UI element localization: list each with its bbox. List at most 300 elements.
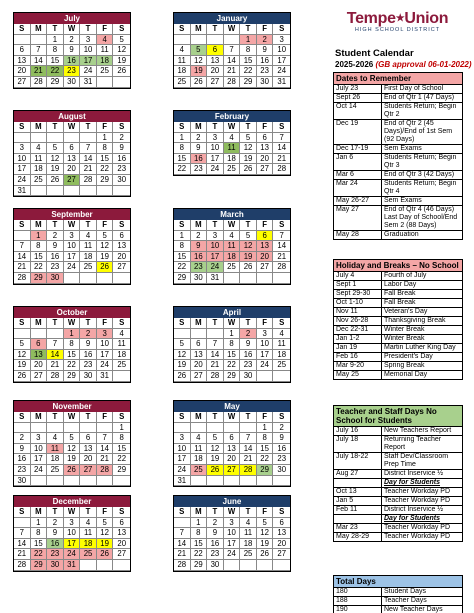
- table-row: [334, 272, 462, 281]
- weekday-header: F: [257, 412, 274, 423]
- row-date: Mar 24: [334, 180, 382, 196]
- month-title: March: [174, 209, 290, 220]
- day-cell: 16: [47, 539, 64, 550]
- day-cell: 22: [240, 66, 257, 77]
- day-cell: 9: [273, 433, 290, 444]
- day-cell: 6: [257, 231, 274, 242]
- empty-cell: [113, 273, 130, 284]
- day-cell: 19: [64, 454, 81, 465]
- weekday-header: M: [191, 412, 208, 423]
- row-event: Student Days: [384, 588, 427, 595]
- day-cell: 29: [224, 371, 241, 382]
- empty-cell: [113, 186, 130, 197]
- day-cell: 12: [97, 528, 114, 539]
- day-cell: 9: [113, 143, 130, 154]
- table-row: [334, 506, 462, 515]
- row-date: Nov 11: [334, 308, 382, 316]
- day-cell: 13: [191, 350, 208, 361]
- day-cell: 16: [191, 252, 208, 263]
- day-cell: 2: [273, 423, 290, 434]
- day-cell: 11: [224, 241, 241, 252]
- row-event: Martin Luther King Day: [384, 344, 456, 351]
- table-row: [334, 171, 462, 180]
- day-cell: 1: [31, 518, 48, 529]
- day-cell: 24: [97, 360, 114, 371]
- table-row: [334, 335, 462, 344]
- day-cell: 28: [273, 262, 290, 273]
- day-cell: 14: [47, 350, 64, 361]
- day-cell: 12: [64, 444, 81, 455]
- day-cell: 23: [47, 549, 64, 560]
- day-cell: 28: [14, 273, 31, 284]
- day-cell: 25: [174, 77, 191, 88]
- day-cell: 8: [31, 241, 48, 252]
- day-cell: 19: [14, 360, 31, 371]
- table-row: [334, 371, 462, 379]
- empty-cell: [80, 476, 97, 487]
- day-cell: 4: [80, 518, 97, 529]
- weekday-header: M: [31, 412, 48, 423]
- day-cell: 13: [113, 528, 130, 539]
- day-cell: 1: [224, 329, 241, 340]
- day-cell: 14: [207, 350, 224, 361]
- day-cell: 24: [64, 549, 81, 560]
- row-date: Oct 13: [334, 488, 382, 496]
- weekday-header: T: [240, 507, 257, 518]
- empty-cell: [257, 273, 274, 284]
- day-cell: 8: [174, 241, 191, 252]
- row-event: Teacher Workday PD: [384, 488, 451, 495]
- day-cell: 31: [273, 77, 290, 88]
- row-event: Sem Exams: [384, 145, 422, 152]
- day-cell: 4: [191, 433, 208, 444]
- weekday-header: S: [113, 24, 130, 35]
- weekday-header: W: [64, 318, 81, 329]
- table-row: [334, 281, 462, 290]
- empty-cell: [97, 77, 114, 88]
- day-cell: 27: [64, 175, 81, 186]
- table-row: [334, 231, 462, 239]
- day-cell: 12: [240, 143, 257, 154]
- day-cell: 17: [257, 350, 274, 361]
- weekday-header: T: [240, 220, 257, 231]
- weekday-header: M: [191, 318, 208, 329]
- day-cell: 5: [97, 231, 114, 242]
- empty-cell: [273, 273, 290, 284]
- day-cell: 8: [113, 433, 130, 444]
- day-cell: 3: [80, 35, 97, 46]
- day-cell: 21: [97, 454, 114, 465]
- day-cell: 24: [31, 465, 48, 476]
- day-cell: 7: [240, 433, 257, 444]
- day-cell: 13: [64, 154, 81, 165]
- day-cell: 24: [273, 66, 290, 77]
- day-cell: 3: [97, 329, 114, 340]
- day-cell: 3: [207, 133, 224, 144]
- day-cell: 20: [80, 454, 97, 465]
- table-row: [334, 470, 462, 479]
- day-cell: 26: [64, 465, 81, 476]
- day-cell: 5: [240, 133, 257, 144]
- month-september: [13, 208, 131, 285]
- month-october: [13, 306, 131, 383]
- table-row: [334, 479, 462, 488]
- row-date: May 28: [334, 231, 382, 239]
- day-cell: 25: [47, 465, 64, 476]
- day-cell: 30: [80, 371, 97, 382]
- month-title: January: [174, 13, 290, 24]
- weekday-header: T: [47, 122, 64, 133]
- day-cell: 8: [47, 45, 64, 56]
- day-cell: 23: [191, 262, 208, 273]
- day-cell: 10: [207, 143, 224, 154]
- day-cell: 31: [207, 273, 224, 284]
- day-cell: 7: [31, 45, 48, 56]
- day-cell: 8: [31, 528, 48, 539]
- row-event: Staff Dev/Classroom Prep Time: [384, 453, 449, 468]
- table-row: [334, 515, 462, 524]
- day-cell: 8: [191, 528, 208, 539]
- day-cell: 6: [14, 45, 31, 56]
- day-cell: 20: [14, 66, 31, 77]
- day-cell: 22: [224, 360, 241, 371]
- weekday-header: T: [240, 412, 257, 423]
- day-cell: 8: [174, 143, 191, 154]
- weekday-header: S: [174, 507, 191, 518]
- day-cell: 12: [191, 56, 208, 67]
- empty-cell: [224, 273, 241, 284]
- row-event: Teacher Workday PD: [384, 497, 451, 504]
- weekday-header: T: [207, 412, 224, 423]
- day-cell: 2: [80, 329, 97, 340]
- day-cell: 16: [273, 444, 290, 455]
- month-november: [13, 400, 131, 487]
- day-cell: 28: [14, 560, 31, 571]
- day-cell: 13: [31, 350, 48, 361]
- day-cell: 24: [64, 262, 81, 273]
- weekday-header: F: [257, 318, 274, 329]
- day-cell: 11: [273, 339, 290, 350]
- day-cell: 6: [257, 133, 274, 144]
- day-cell: 10: [207, 241, 224, 252]
- month-title: May: [174, 401, 290, 412]
- day-cell: 18: [80, 252, 97, 263]
- weekday-header: W: [64, 24, 81, 35]
- weekday-header: S: [273, 318, 290, 329]
- row-event: Memorial Day: [384, 371, 428, 378]
- weekday-header: F: [257, 24, 274, 35]
- weekday-header: T: [80, 220, 97, 231]
- empty-cell: [64, 186, 81, 197]
- month-january: [173, 12, 291, 89]
- table-row: [334, 326, 462, 335]
- day-cell: 25: [224, 164, 241, 175]
- day-cell: 26: [47, 175, 64, 186]
- empty-cell: [80, 560, 97, 571]
- day-cell: 12: [47, 154, 64, 165]
- day-cell: 23: [64, 66, 81, 77]
- row-event: President's Day: [384, 353, 433, 360]
- row-event: Students Return; Begin Qtr 4: [384, 180, 457, 195]
- row-date: 188: [334, 597, 382, 605]
- day-cell: 9: [47, 528, 64, 539]
- day-cell: 6: [224, 433, 241, 444]
- weekday-header: T: [47, 318, 64, 329]
- day-cell: 28: [97, 465, 114, 476]
- day-cell: 30: [47, 560, 64, 571]
- row-date: July 23: [334, 85, 382, 93]
- weekday-header: S: [14, 24, 31, 35]
- day-cell: 21: [240, 454, 257, 465]
- day-cell: 30: [64, 77, 81, 88]
- day-cell: 7: [273, 133, 290, 144]
- weekday-header: M: [191, 122, 208, 133]
- table-row: [334, 94, 462, 103]
- empty-cell: [97, 423, 114, 434]
- month-december: [13, 495, 131, 572]
- weekday-header: F: [257, 507, 274, 518]
- day-cell: 19: [113, 56, 130, 67]
- day-cell: 18: [240, 539, 257, 550]
- day-cell: 1: [257, 423, 274, 434]
- day-cell: 5: [174, 339, 191, 350]
- day-cell: 7: [273, 231, 290, 242]
- district-logo: Tempe★Union HIGH SCHOOL DISTRICT: [335, 10, 460, 33]
- day-cell: 22: [97, 164, 114, 175]
- day-cell: 14: [14, 252, 31, 263]
- day-cell: 16: [240, 350, 257, 361]
- month-title: August: [14, 111, 130, 122]
- day-cell: 16: [14, 454, 31, 465]
- day-cell: 2: [64, 35, 81, 46]
- row-event: End of Qtr 2 (45 Days)/End of 1st Sem (92 Days): [384, 120, 453, 143]
- day-cell: 28: [224, 77, 241, 88]
- day-cell: 20: [31, 360, 48, 371]
- day-cell: 5: [207, 433, 224, 444]
- weekday-header: W: [224, 122, 241, 133]
- empty-cell: [240, 560, 257, 571]
- empty-cell: [273, 371, 290, 382]
- weekday-header: M: [31, 220, 48, 231]
- empty-cell: [97, 560, 114, 571]
- row-date: [334, 479, 382, 487]
- day-cell: 3: [224, 518, 241, 529]
- day-cell: 18: [31, 164, 48, 175]
- empty-cell: [240, 476, 257, 487]
- row-date: Feb 11: [334, 506, 382, 514]
- empty-cell: [31, 133, 48, 144]
- day-cell: 1: [64, 329, 81, 340]
- day-cell: 29: [257, 465, 274, 476]
- dates-to-remember-table: [333, 72, 463, 240]
- day-cell: 30: [273, 465, 290, 476]
- day-cell: 5: [113, 35, 130, 46]
- day-cell: 4: [80, 231, 97, 242]
- empty-cell: [14, 35, 31, 46]
- day-cell: 28: [240, 465, 257, 476]
- day-cell: 12: [240, 241, 257, 252]
- day-cell: 21: [47, 360, 64, 371]
- day-cell: 15: [47, 56, 64, 67]
- empty-cell: [31, 476, 48, 487]
- table-row: [334, 317, 462, 326]
- day-cell: 6: [191, 339, 208, 350]
- month-august: [13, 110, 131, 197]
- day-cell: 24: [80, 66, 97, 77]
- weekday-header: W: [224, 507, 241, 518]
- row-date: July 18-22: [334, 453, 382, 469]
- day-cell: 27: [257, 262, 274, 273]
- table-row: [334, 606, 462, 613]
- row-date: Sept 26: [334, 94, 382, 102]
- row-event: Sem Exams: [384, 197, 422, 204]
- day-cell: 11: [80, 241, 97, 252]
- day-cell: 16: [207, 539, 224, 550]
- day-cell: 19: [257, 539, 274, 550]
- row-event: Winter Break: [384, 326, 425, 333]
- row-event: Fourth of July: [384, 272, 427, 279]
- day-cell: 21: [273, 154, 290, 165]
- empty-cell: [47, 186, 64, 197]
- day-cell: 3: [207, 231, 224, 242]
- row-date: July 16: [334, 427, 382, 435]
- day-cell: 17: [207, 252, 224, 263]
- row-date: Dec 17-19: [334, 145, 382, 153]
- day-cell: 10: [97, 339, 114, 350]
- weekday-header: S: [174, 122, 191, 133]
- weekday-header: M: [31, 122, 48, 133]
- day-cell: 15: [31, 539, 48, 550]
- row-date: Jan 1-2: [334, 335, 382, 343]
- day-cell: 1: [174, 231, 191, 242]
- row-event: Students Return; Begin Qtr 2: [384, 103, 457, 118]
- day-cell: 10: [257, 339, 274, 350]
- row-event: Graduation: [384, 231, 419, 238]
- day-cell: 20: [191, 360, 208, 371]
- day-cell: 10: [14, 154, 31, 165]
- day-cell: 2: [47, 231, 64, 242]
- weekday-header: S: [174, 220, 191, 231]
- weekday-header: S: [113, 318, 130, 329]
- empty-cell: [240, 273, 257, 284]
- month-may: [173, 400, 291, 487]
- day-cell: 26: [97, 549, 114, 560]
- table-row: [334, 145, 462, 154]
- month-title: December: [14, 496, 130, 507]
- table-row: [334, 597, 462, 606]
- day-cell: 21: [31, 66, 48, 77]
- day-cell: 21: [224, 66, 241, 77]
- day-cell: 23: [257, 66, 274, 77]
- day-cell: 30: [14, 476, 31, 487]
- table-title: Teacher and Staff Days No School for Students: [334, 406, 462, 427]
- day-cell: 27: [257, 164, 274, 175]
- table-title: Holiday and Breaks – No School: [334, 260, 462, 272]
- day-cell: 3: [64, 231, 81, 242]
- day-cell: 6: [207, 45, 224, 56]
- day-cell: 23: [47, 262, 64, 273]
- row-event: District Inservice ½: [384, 506, 444, 513]
- day-cell: 6: [273, 518, 290, 529]
- day-cell: 13: [113, 241, 130, 252]
- day-cell: 14: [224, 56, 241, 67]
- day-cell: 16: [64, 56, 81, 67]
- day-cell: 26: [240, 164, 257, 175]
- day-cell: 7: [47, 339, 64, 350]
- day-cell: 12: [257, 528, 274, 539]
- day-cell: 11: [31, 154, 48, 165]
- empty-cell: [47, 423, 64, 434]
- day-cell: 15: [240, 56, 257, 67]
- row-event: First Day of School: [384, 85, 444, 92]
- day-cell: 22: [257, 454, 274, 465]
- month-title: April: [174, 307, 290, 318]
- empty-cell: [224, 423, 241, 434]
- day-cell: 22: [174, 262, 191, 273]
- month-title: February: [174, 111, 290, 122]
- day-cell: 5: [240, 231, 257, 242]
- day-cell: 21: [174, 549, 191, 560]
- weekday-header: S: [273, 122, 290, 133]
- day-cell: 4: [240, 518, 257, 529]
- row-event: Day for Students: [384, 515, 441, 522]
- day-cell: 25: [191, 465, 208, 476]
- row-event: Fall Break: [384, 299, 416, 306]
- day-cell: 30: [191, 273, 208, 284]
- row-event: Labor Day: [384, 281, 417, 288]
- day-cell: 9: [257, 45, 274, 56]
- row-date: Jan 5: [334, 497, 382, 505]
- day-cell: 13: [257, 143, 274, 154]
- day-cell: 19: [97, 252, 114, 263]
- weekday-header: T: [80, 122, 97, 133]
- row-event: Returning Teacher Report: [384, 436, 442, 451]
- table-row: [334, 353, 462, 362]
- day-cell: 18: [47, 454, 64, 465]
- month-april: [173, 306, 291, 383]
- day-cell: 31: [97, 371, 114, 382]
- weekday-header: S: [14, 122, 31, 133]
- day-cell: 22: [174, 164, 191, 175]
- day-cell: 15: [174, 154, 191, 165]
- weekday-header: T: [240, 122, 257, 133]
- day-cell: 8: [224, 339, 241, 350]
- day-cell: 26: [113, 66, 130, 77]
- day-cell: 29: [47, 77, 64, 88]
- day-cell: 14: [14, 539, 31, 550]
- day-cell: 23: [80, 360, 97, 371]
- day-cell: 1: [191, 518, 208, 529]
- weekday-header: W: [224, 220, 241, 231]
- weekday-header: M: [191, 220, 208, 231]
- row-event: Winter Break: [384, 335, 425, 342]
- day-cell: 29: [64, 371, 81, 382]
- day-cell: 12: [207, 444, 224, 455]
- day-cell: 22: [191, 549, 208, 560]
- day-cell: 20: [257, 252, 274, 263]
- table-row: [334, 206, 462, 231]
- day-cell: 9: [207, 528, 224, 539]
- day-cell: 27: [191, 371, 208, 382]
- weekday-header: S: [174, 318, 191, 329]
- day-cell: 28: [47, 371, 64, 382]
- weekday-header: S: [14, 412, 31, 423]
- day-cell: 14: [273, 241, 290, 252]
- row-date: July 4: [334, 272, 382, 280]
- empty-cell: [257, 371, 274, 382]
- day-cell: 31: [14, 186, 31, 197]
- day-cell: 7: [14, 528, 31, 539]
